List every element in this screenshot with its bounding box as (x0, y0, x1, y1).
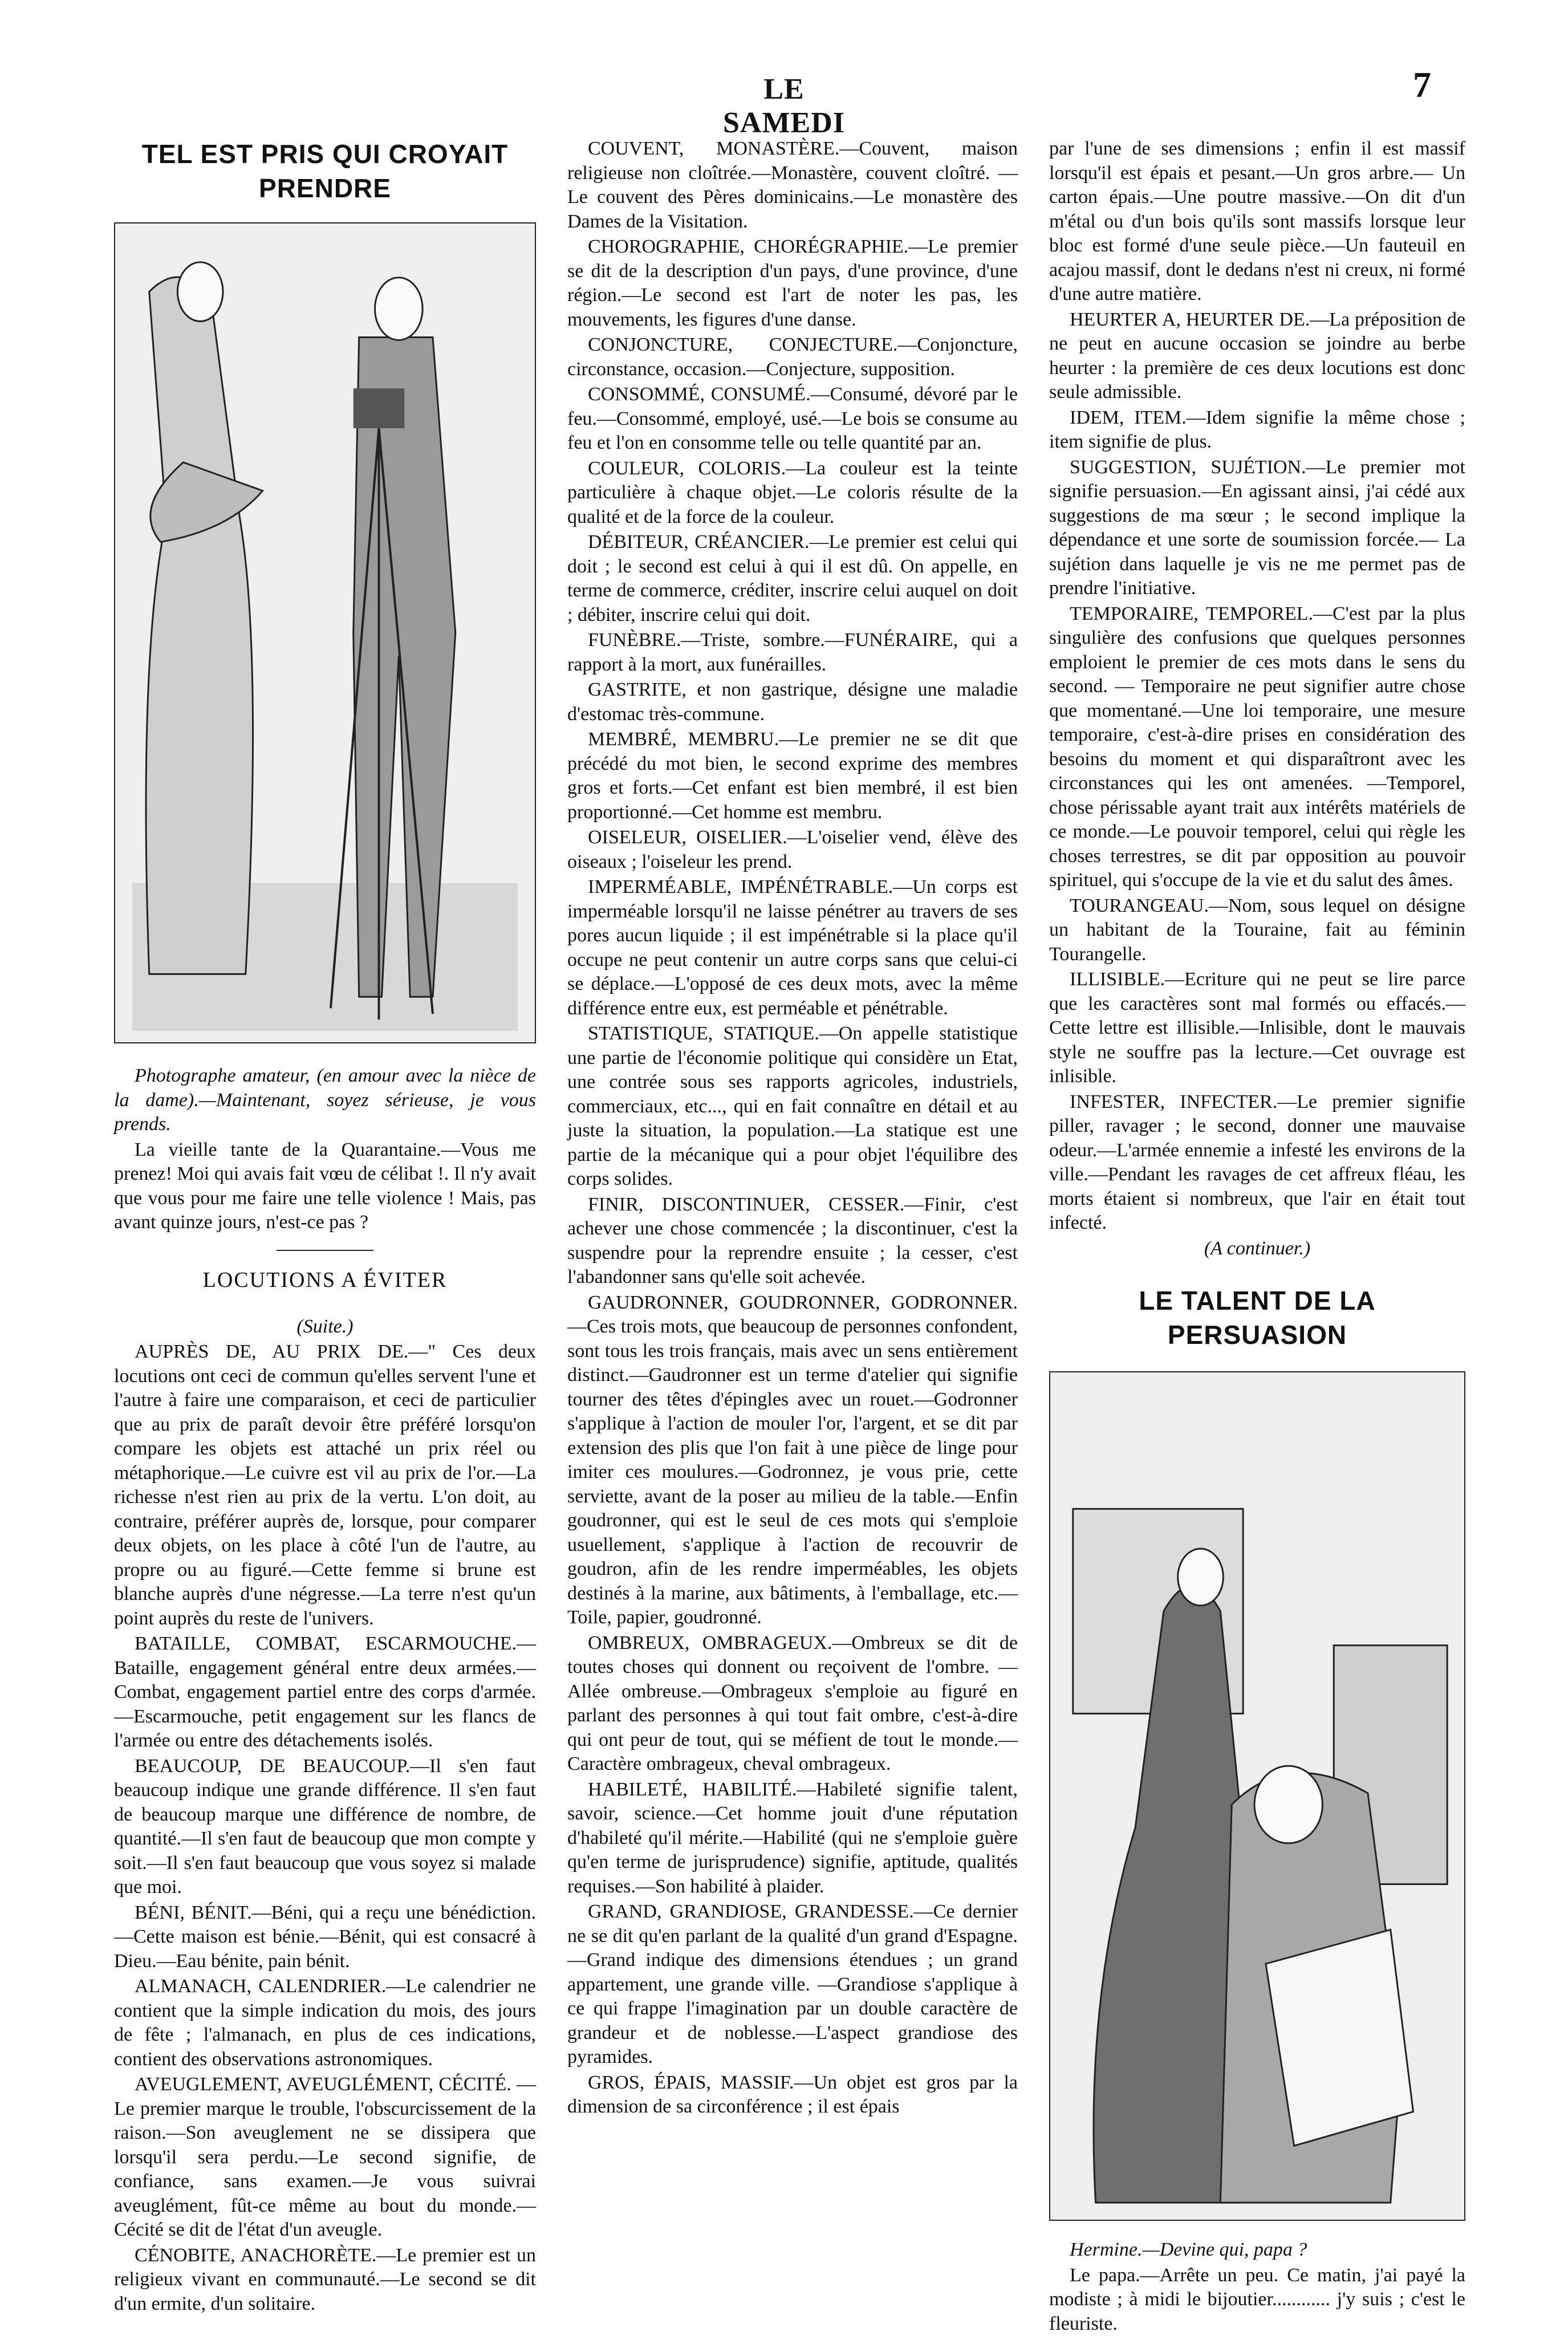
paragraph: ILLISIBLE.—Ecriture qui ne peut se lire parce que les caractères sont mal formés ou effacés.— Cette lettre est illisible.—Inlisible, dont le mauvais style ne souffre pas la lecture.—Cet ouvrage est inlisible. (1049, 968, 1465, 1089)
divider (277, 1250, 373, 1251)
paragraph: SUGGESTION, SUJÉTION.—Le premier mot signifie persuasion.—En agissant ainsi, j'ai cédé aux suggestions de ma sœur ; le second implique la dépendance et une sorte de soumission forcée.— La sujétion dans laquelle je vis ne me permet pas de prendre l'initiative. (1049, 456, 1465, 601)
paragraph: par l'une de ses dimensions ; enfin il est massif lorsqu'il est épais et pesant.—Un gros arbre.— Un carton épais.—Une poutre massive.—On dit d'un m'étal ou d'un bois qu'ils sont massifs lorsque leur bloc est formé d'une seule pièce.—Un fauteuil en acajou massif, dont le dedans n'est ni creux, ni formé d'une autre matière. (1049, 137, 1465, 307)
paragraph: FINIR, DISCONTINUER, CESSER.—Finir, c'est achever une chose commencée ; la discontinuer, c'est la suspendre pour la reprendre ensuite ; la cesser, c'est l'abandonner sans qu'elle soit achevée. (567, 1193, 1018, 1290)
paragraph: ALMANACH, CALENDRIER.—Le calendrier ne contient que la simple indication du mois, des jours de fête ; l'almanach, en plus de ces indications, contient des observations astronomiques. (114, 1975, 536, 2071)
photographer-and-woman-with-fan-illustration (114, 222, 536, 1043)
paragraph: IDEM, ITEM.—Idem signifie la même chose ; item signifie de plus. (1049, 406, 1465, 454)
column-right (1049, 137, 1465, 2246)
paragraph: COUVENT, MONASTÈRE.—Couvent, maison religieuse non cloîtrée.—Monastère, couvent cloîtré. —Le couvent des Pères dominicains.—Le monastère des Dames de la Visitation. (567, 137, 1018, 234)
newspaper-title: LE SAMEDI (710, 72, 858, 140)
paragraph: CONSOMMÉ, CONSUMÉ.—Consumé, dévoré par le feu.—Consommé, employé, usé.—Le bois se consume au feu et l'on en consomme telle ou telle quantité par an. (567, 383, 1018, 456)
paragraph: HEURTER A, HEURTER DE.—La préposition de ne peut en aucune occasion se joindre au berbe heurter : la première de ces deux locutions est donc seule admissible. (1049, 308, 1465, 405)
paragraph: HABILETÉ, HABILITÉ.—Habileté signifie talent, savoir, science.—Cet homme jouit d'une réputation d'habileté qu'il mérite.—Habilité (qui ne s'emploie guère qu'en terme de jurisprudence) signifie, aptitude, qualités requises.—Son habilité à plaider. (567, 1778, 1018, 1899)
paragraph: TEMPORAIRE, TEMPOREL.—C'est par la plus singulière des confusions que quelques personnes emploient le premier de ces mots dans le sens du second. — Temporaire ne peut signifier autre chose que momentané.—Une loi temporaire, une mesure temporaire, c'est-à-dire prises en considération des besoins du moment et qui disparaîtront avec les circonstances qui les ont amenées. —Temporel, chose périssable ayant trait aux intérêts matériels de ce monde.—Le pouvoir temporel, celui qui règle les choses terrestres, se dit par opposition au pouvoir spirituel, qui s'occupe de la vie et du salut des âmes. (1049, 602, 1465, 893)
article-title-talent-persuasion: LE TALENT DE LA PERSUASION (1049, 1283, 1465, 1352)
paragraph: BEAUCOUP, DE BEAUCOUP.—Il s'en faut beaucoup indique une grande différence. Il s'en faut de beaucoup marque une différence de nombre, de quantité.—Il s'en faut de beaucoup que mon compte y soit.—Il s'en faut beaucoup que vous soyez si malade que moi. (114, 1754, 536, 1900)
paragraph: INFESTER, INFECTER.—Le premier signifie piller, ravager ; le second, donner une mauvaise odeur.—L'armée ennemie a infesté les environs de la ville.—Pendant les ravages de cet affreux fléau, les morts étaient si nombreux, que l'air en était tout infecté. (1049, 1090, 1465, 1236)
paragraph: FUNÈBRE.—Triste, sombre.—FUNÉRAIRE, qui a rapport à la mort, aux funérailles. (567, 628, 1018, 677)
article-subtitle: (Suite.) (114, 1315, 536, 1339)
article-title-tel-est-pris: TEL EST PRIS QUI CROYAIT PRENDRE (114, 137, 536, 205)
daughter-and-father-armchair-illustration (1049, 1371, 1465, 2221)
paragraph: COULEUR, COLORIS.—La couleur est la teinte particulière à chaque objet.—Le coloris résulte de la qualité et de la force de la couleur. (567, 457, 1018, 530)
paragraph: IMPERMÉABLE, IMPÉNÉTRABLE.—Un corps est imperméable lorsqu'il ne laisse pénétrer au travers de ses pores aucun liquide ; il est impénétrable si la place qu'il occupe ne peut contenir un autre corps sans que celui-ci se déplace.—L'opposé de ces deux mots, avec la même différence entre eux, est perméable et pénétrable. (567, 875, 1018, 1021)
caption-hermine: Hermine.—Devine qui, papa ? (1049, 2238, 1465, 2262)
caption-photographer: Photographe amateur, (en amour avec la nièce de la dame).—Maintenant, soyez sérieuse, je vous prends. (114, 1064, 536, 1137)
paragraph: AVEUGLEMENT, AVEUGLÉMENT, CÉCITÉ. — Le premier marque le trouble, l'obscurcissement de la raison.—Son aveuglement ne se dissipera que lorsqu'il sera perdu.—Le second signifie, de confiance, sans examen.—Je vous suivrai aveuglément, fût-ce même au bout du monde.—Cécité se dit de l'état d'un aveugle. (114, 2073, 536, 2242)
paragraph: OISELEUR, OISELIER.—L'oiselier vend, élève des oiseaux ; l'oiseleur les prend. (567, 826, 1018, 874)
caption-aunt: La vieille tante de la Quarantaine.—Vous me prenez! Moi qui avais fait vœu de célibat !. Il n'y avait que vous pour me faire une telle violence ! Mais, pas avant quinze jours, n'est-ce pas ? (114, 1138, 536, 1235)
page-number: 7 (1413, 64, 1431, 106)
paragraph: BÉNI, BÉNIT.—Béni, qui a reçu une bénédiction.—Cette maison est bénie.—Bénit, qui est consacré à Dieu.—Eau bénite, pain bénit. (114, 1901, 536, 1974)
paragraph: MEMBRÉ, MEMBRU.—Le premier ne se dit que précédé du mot bien, le second exprime des membres gros et forts.—Cet enfant est bien membré, il est bien proportionné.—Cet homme est membru. (567, 728, 1018, 824)
to-be-continued: (A continuer.) (1049, 1237, 1465, 1261)
paragraph: AUPRÈS DE, AU PRIX DE.—" Ces deux locutions ont ceci de commun qu'elles servent l'une et l'autre à faire une comparaison, et ceci de particulier que au prix de paraît devoir être préféré lorsqu'on compare les objets est attaché un prix réel ou métaphorique.—Le cuivre est vil au prix de l'or.—La richesse n'est rien au prix de la vertu. L'on doit, au contraire, préférer auprès de, lorsque, pour comparer deux objets, on les place à côté l'un de l'autre, au propre ou au figuré.—Cette femme si brune est blanche auprès d'une négresse.—La terre n'est qu'un point auprès du reste de l'univers. (114, 1340, 536, 1631)
paragraph: TOURANGEAU.—Nom, sous lequel on désigne un habitant de la Touraine, fait au féminin Tourangelle. (1049, 894, 1465, 967)
paragraph: CÉNOBITE, ANACHORÈTE.—Le premier est un religieux vivant en communauté.—Le second se dit d'un ermite, d'un solitaire. (114, 2244, 536, 2317)
paragraph: BATAILLE, COMBAT, ESCARMOUCHE.—Bataille, engagement général entre deux armées.—Combat, engagement partiel entre des corps d'armée. —Escarmouche, petit engagement sur les flancs de l'armée ou entre des détachements isolés. (114, 1632, 536, 1753)
paragraph: CONJONCTURE, CONJECTURE.—Conjoncture, circonstance, occasion.—Conjecture, supposition. (567, 333, 1018, 381)
caption-papa: Le papa.—Arrête un peu. Ce matin, j'ai payé la modiste ; à midi le bijoutier............ j'y suis ; c'est le fleuriste. (1049, 2264, 1465, 2336)
article-title-locutions: LOCUTIONS A ÉVITER (114, 1266, 536, 1294)
paragraph: GRAND, GRANDIOSE, GRANDESSE.—Ce dernier ne se dit qu'en parlant de la qualité d'un grand d'Espagne.—Grand indique des dimensions étendues ; un grand appartement, une grande ville. —Grandiose s'applique à ce qui frappe l'imagination par un double caractère de grandeur et de noblesse.—L'aspect grandiose des pyramides. (567, 1900, 1018, 2070)
paragraph: DÉBITEUR, CRÉANCIER.—Le premier est celui qui doit ; le second est celui à qui il est dû. On appelle, en terme de commerce, créditer, inscrire celui auquel on doit ; débiter, inscrire celui qui doit. (567, 530, 1018, 627)
column-left (114, 137, 536, 2246)
paragraph: GAUDRONNER, GOUDRONNER, GODRONNER.—Ces trois mots, que beaucoup de personnes confondent, sont tous les trois français, mais avec un sens entièrement distinct.—Gaudronner est un terme d'atelier qui signifie tourner des têtes d'épingles avec un rouet.—Godronner s'applique à l'action de mouler l'or, l'argent, et se dit par extension des plis que l'on fait à une pièce de linge pour imiter ces moulures.—Godronnez, je vous prie, cette serviette, avant de la poser au milieu de la table.—Enfin goudronner, qui est le seul de ces mots qui s'emploie usuellement, s'applique à l'action de recouvrir de goudron, afin de les rendre imperméables, les objets destinés à la marine, aux bâtiments, à l'emballage, etc.—Toile, papier, goudronné. (567, 1291, 1018, 1630)
paragraph: GASTRITE, et non gastrique, désigne une maladie d'estomac très-commune. (567, 678, 1018, 726)
paragraph: OMBREUX, OMBRAGEUX.—Ombreux se dit de toutes choses qui donnent ou reçoivent de l'ombre. —Allée ombreuse.—Ombrageux s'emploie au figuré en parlant des personnes à qui tout fait ombre, c'est-à-dire qui ont peur de tout, qui se méfient de tout le monde.—Caractère ombrageux, cheval ombrageux. (567, 1631, 1018, 1777)
column-middle (567, 137, 1018, 2246)
paragraph: STATISTIQUE, STATIQUE.—On appelle statistique une partie de l'économie politique qui considère un Etat, une contrée sous ses rapports agricoles, industriels, commerciaux, etc..., qui en fait connaître en détail et au juste la situation, la population.—La statique est une partie de la mécanique qui a pour objet l'équilibre des corps solides. (567, 1022, 1018, 1192)
page-header (0, 64, 1568, 127)
paragraph: GROS, ÉPAIS, MASSIF.—Un objet est gros par la dimension de sa circonférence ; il est épais (567, 2071, 1018, 2119)
paragraph: CHOROGRAPHIE, CHORÉGRAPHIE.—Le premier se dit de la description d'un pays, d'une province, d'une région.—Le second est l'art de noter les pas, les mouvements, les figures d'une danse. (567, 235, 1018, 332)
